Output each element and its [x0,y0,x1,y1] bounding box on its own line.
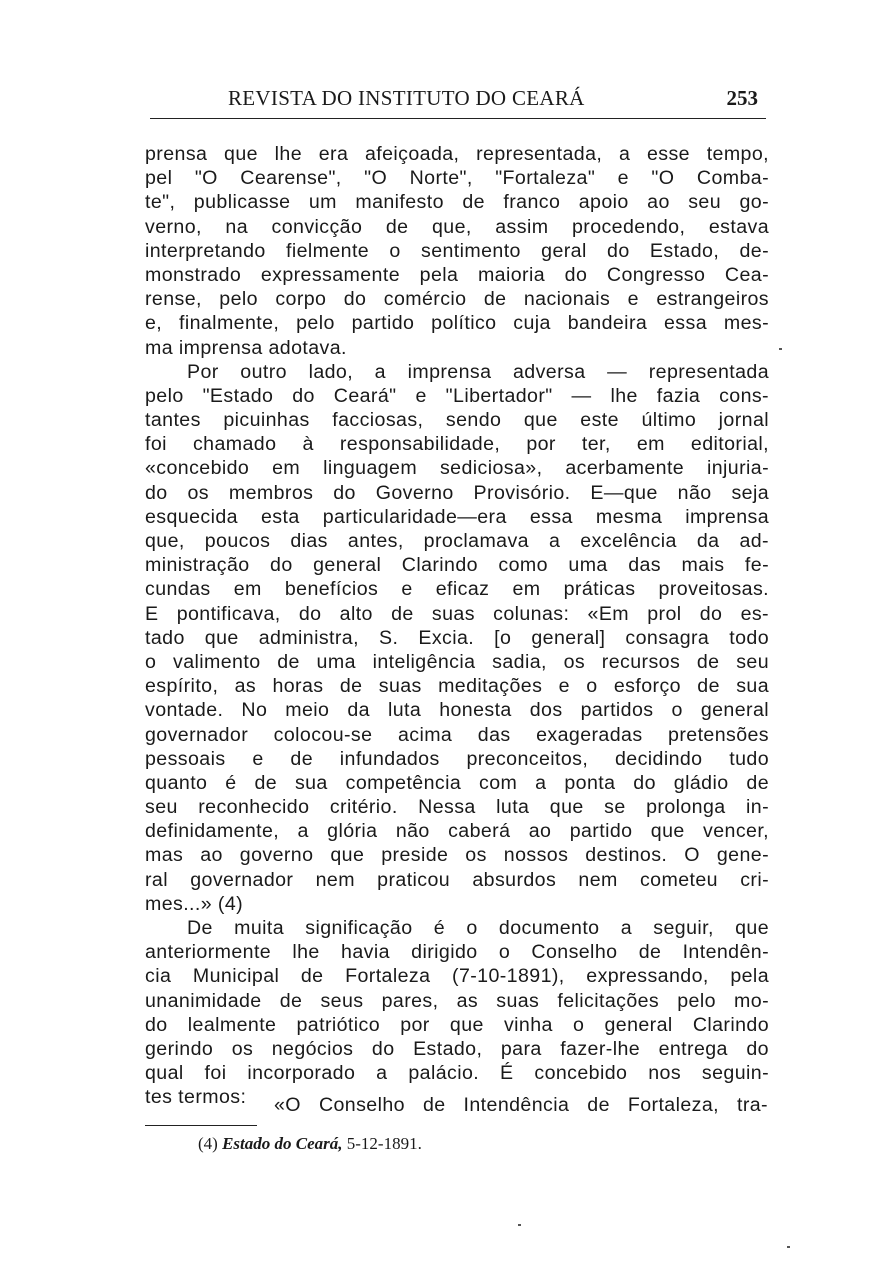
footnote [198,1134,422,1154]
text-line: esquecida esta particularidade—era essa mesma imprensa [145,505,769,528]
text-line: governador colocou-se acima das exageradas pretensões [145,723,769,746]
text-line: e, finalmente, pelo partido político cuja bandeira essa mes- [145,312,769,335]
text-line: pessoais e de infundados preconceitos, decidindo tudo [145,747,769,770]
text-line: do lealmente patriótico por que vinha o general Clarindo [145,1013,769,1036]
text-line: interpretando fielmente o sentimento geral do Estado, de- [145,239,769,262]
text-line: foi chamado à responsabilidade, por ter, em editorial, [145,433,769,456]
text-line: prensa que lhe era afeiçoada, representada, a esse tempo, [145,143,769,165]
running-header [150,86,766,119]
text-line: E pontificava, do alto de suas colunas: «Em prol do es- [145,602,769,625]
text-line: anteriormente lhe havia dirigido o Conselho de Intendên- [145,941,769,964]
text-line: Por outro lado, a imprensa adversa — representada [187,360,769,383]
text-line: tes termos: [145,1086,247,1109]
text-line: quanto é de sua competência com a ponta do gládio de [145,771,769,794]
text-line: mas ao governo que preside os nossos destinos. O gene- [145,844,769,867]
text-line: pel "O Cearense", "O Norte", "Fortaleza" e "O Comba- [145,167,769,190]
text-line: tado que administra, S. Excia. [o general] consagra todo [145,626,769,649]
text-line: verno, na convicção de que, assim procedendo, estava [145,215,769,238]
text-line: mes...» (4) [145,892,244,915]
text-line: ma imprensa adotava. [145,336,347,359]
text-line: pelo "Estado do Ceará" e "Libertador" — lhe fazia cons- [145,384,769,407]
text-line: o valimento de uma inteligência sadia, os recursos de seu [145,650,769,673]
text-line: De muita significação é o documento a seguir, que [187,917,769,939]
text-line: gerindo os negócios do Estado, para fazer-lhe entrega do [145,1037,769,1060]
text-line: seu reconhecido critério. Nessa luta que se prolonga in- [145,796,769,819]
text-line: te", publicasse um manifesto de franco apoio ao seu go- [145,191,769,214]
text-line: ral governador nem praticou absurdos nem cometeu cri- [145,868,769,891]
body-text [145,142,769,1110]
text-line: ministração do general Clarindo como uma das mais fe- [145,554,769,577]
text-line: monstrado expressamente pela maioria do Congresso Cea- [145,263,769,286]
text-line: que, poucos dias antes, proclamava a excelência da ad- [145,530,769,552]
text-line: qual foi incorporado a palácio. É concebido nos seguin- [145,1062,769,1085]
footnote-divider [145,1125,257,1126]
page-number: 253 [726,86,758,110]
scan-speck [787,1246,790,1248]
scan-speck [779,348,782,350]
footnote-marker: (4) [198,1134,218,1153]
text-line: cia Municipal de Fortaleza (7-10-1891), expressando, pela [145,965,769,988]
footnote-date: 5-12-1891. [346,1134,422,1153]
text-line: espírito, as horas de suas meditações e o esforço de sua [145,675,769,698]
text-line: definidamente, a glória não caberá ao partido que vencer, [145,820,769,843]
text-line: «concebido em linguagem sediciosa», acerbamente injuria- [145,457,769,480]
scan-speck [518,1224,521,1226]
text-line: unanimidade de seus pares, as suas felicitações pelo mo- [145,989,769,1012]
quote-start-line: «O Conselho de Intendência de Fortaleza, tra- [274,1094,768,1116]
text-line: tantes picuinhas facciosas, sendo que este último jornal [145,409,769,432]
text-line: vontade. No meio da luta honesta dos partidos o general [145,699,769,722]
journal-title: REVISTA DO INSTITUTO DO CEARÁ [228,86,585,110]
text-line: cundas em benefícios e eficaz em práticas proveitosas. [145,578,769,601]
footnote-source-title: Estado do Ceará, [222,1134,343,1153]
text-line: do os membros do Governo Provisório. E—que não seja [145,481,769,504]
text-line: rense, pelo corpo do comércio de nacionais e estrangeiros [145,288,769,311]
